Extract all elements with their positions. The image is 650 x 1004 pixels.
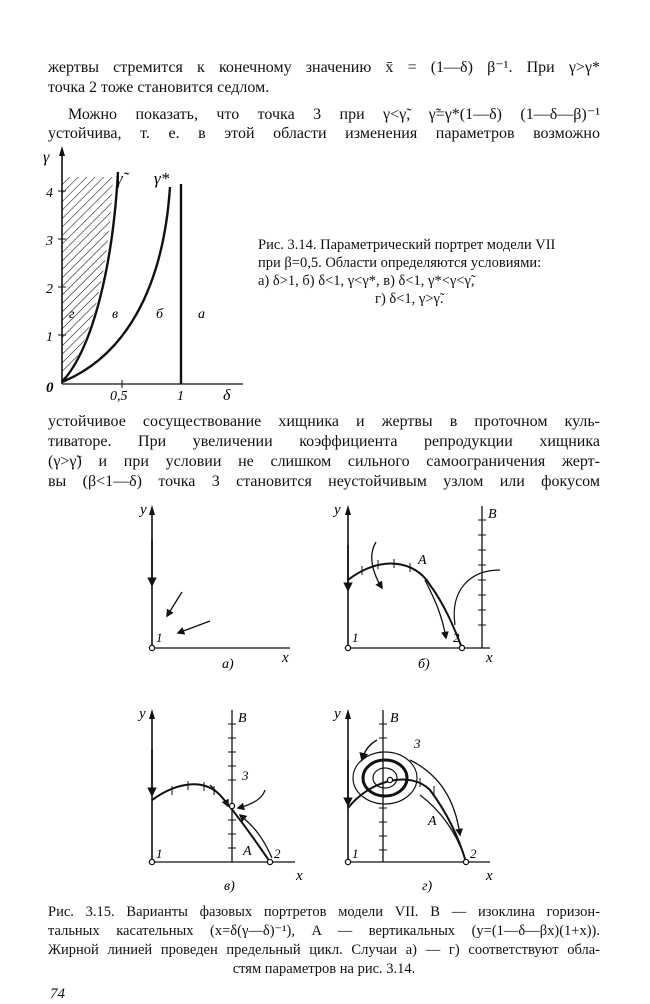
panel-g-point-3-label: 3 <box>414 736 421 751</box>
panel-g-b-label: B <box>390 711 399 726</box>
panel-g-point-2 <box>463 859 468 864</box>
x-axis-label: δ <box>223 387 231 404</box>
panel-g-y-label: y <box>334 706 341 722</box>
y-tick-4: 4 <box>46 186 53 201</box>
figure-3-15 <box>0 495 650 895</box>
x-tick-1: 1 <box>177 389 184 404</box>
fig14-caption-line-2: при β=0,5. Области определяются условиями: <box>258 255 542 271</box>
text-line-5: устойчивое сосуществование хищника и жертвы в проточном куль- <box>48 413 600 430</box>
text-line-8: вы (β<1—δ) точка 3 становится неустойчивым узлом или фокусом <box>48 473 600 490</box>
y-tick-2: 2 <box>46 282 53 297</box>
panel-g-letter: г) <box>422 879 433 894</box>
panel-a-x-label: x <box>282 650 289 666</box>
fig14-caption-line-3: а) δ>1, б) δ<1, γ<γ*, в) δ<1, γ*<γ<γ̃, <box>258 273 475 289</box>
fig15-caption-line-4: стям параметров на рис. 3.14. <box>232 961 416 977</box>
y-tick-1: 1 <box>46 330 53 345</box>
panel-g-a-label: A <box>428 814 437 829</box>
panel-v-point-1-label: 1 <box>156 846 163 861</box>
panel-a-point-1 <box>149 645 154 650</box>
panel-g-point-1 <box>345 859 350 864</box>
label-gamma-star: γ* <box>154 169 170 188</box>
panel-a-trajectory-2 <box>178 621 210 633</box>
panel-b-point-2 <box>459 645 464 650</box>
fig15-caption-line-2: тальных касательных (x=δ(γ—δ)⁻¹), A — вертикальных (y=(1—δ—βx)(1+x)). <box>48 923 600 939</box>
panel-v-x-label: x <box>296 868 303 884</box>
region-label-g: г <box>69 307 75 322</box>
text-line-3: Можно показать, что точка 3 при γ<γ̃, γ̃=γ*(1—δ) (1—δ—β)⁻¹ <box>68 106 600 123</box>
panel-v-point-3-label: 3 <box>242 768 249 783</box>
panel-a-trajectory-1 <box>167 592 182 616</box>
panel-b-y-label: y <box>334 502 341 518</box>
panel-v-b-label: B <box>238 711 247 726</box>
fig14-caption-line-1: Рис. 3.14. Параметрический портрет модели VII <box>258 237 556 253</box>
text-line-2: точка 2 тоже становится седлом. <box>48 79 270 96</box>
region-label-a: а <box>198 307 205 322</box>
fig15-caption-line-3: Жирной линией проведен предельный цикл. Случаи а) — г) соответствуют обла- <box>48 942 600 958</box>
origin-label: 0 <box>46 380 54 396</box>
region-label-b: б <box>156 307 164 322</box>
label-gamma-tilde: γ̃ <box>116 169 123 188</box>
panel-g-isocline-a <box>348 780 466 862</box>
panel-b-letter: б) <box>418 657 430 672</box>
panel-v-a-label: A <box>243 844 252 859</box>
panel-v-point-2-label: 2 <box>274 846 281 861</box>
region-label-v: в <box>112 307 119 322</box>
panel-g-point-1-label: 1 <box>352 846 359 861</box>
panel-g-limit-cycle <box>363 760 407 796</box>
text-line-1: жертвы стремится к конечному значению x̄ = (1—δ) β⁻¹. При γ>γ* <box>48 59 600 76</box>
panel-v-point-2 <box>267 859 272 864</box>
fig14-caption-line-4: г) δ<1, γ>γ̃. <box>375 291 444 307</box>
panel-v-y-label: y <box>139 706 146 722</box>
y-tick-3: 3 <box>46 234 53 249</box>
text-line-6: тиваторе. При увеличении коэффициента репродукции хищника <box>48 433 600 450</box>
panel-v-letter: в) <box>224 879 235 894</box>
panel-a-point-1-label: 1 <box>156 630 163 645</box>
panel-a <box>138 502 290 672</box>
y-axis-label: γ <box>43 149 50 166</box>
panel-a-y-label: y <box>140 502 147 518</box>
panel-b-a-label: A <box>418 553 427 568</box>
fig15-caption-line-1: Рис. 3.15. Варианты фазовых портретов модели VII. B — изоклина горизон- <box>48 904 600 920</box>
page-number: 74 <box>50 986 65 1002</box>
panel-b-x-label: x <box>486 650 493 666</box>
panel-b-point-1 <box>345 645 350 650</box>
panel-v-point-3 <box>229 803 234 808</box>
panel-b-point-2-label: 2 <box>453 630 460 645</box>
x-tick-05: 0,5 <box>110 389 128 404</box>
panel-b-b-label: B <box>488 507 497 522</box>
panel-b <box>332 502 500 672</box>
panel-g <box>332 706 493 894</box>
panel-v-point-1 <box>149 859 154 864</box>
panel-v <box>137 706 303 894</box>
figure-3-14 <box>28 142 253 404</box>
panel-g-point-3 <box>387 777 392 782</box>
panel-a-letter: а) <box>222 657 234 672</box>
panel-g-point-2-label: 2 <box>470 846 477 861</box>
panel-g-x-label: x <box>486 868 493 884</box>
text-line-4: устойчива, т. е. в этой области изменения параметров возможно <box>48 125 600 142</box>
panel-b-point-1-label: 1 <box>352 630 359 645</box>
panel-v-isocline-a <box>152 784 270 862</box>
text-line-7: (γ>γ̃) и при условии не слишком сильного самоограничения жерт- <box>48 453 600 470</box>
